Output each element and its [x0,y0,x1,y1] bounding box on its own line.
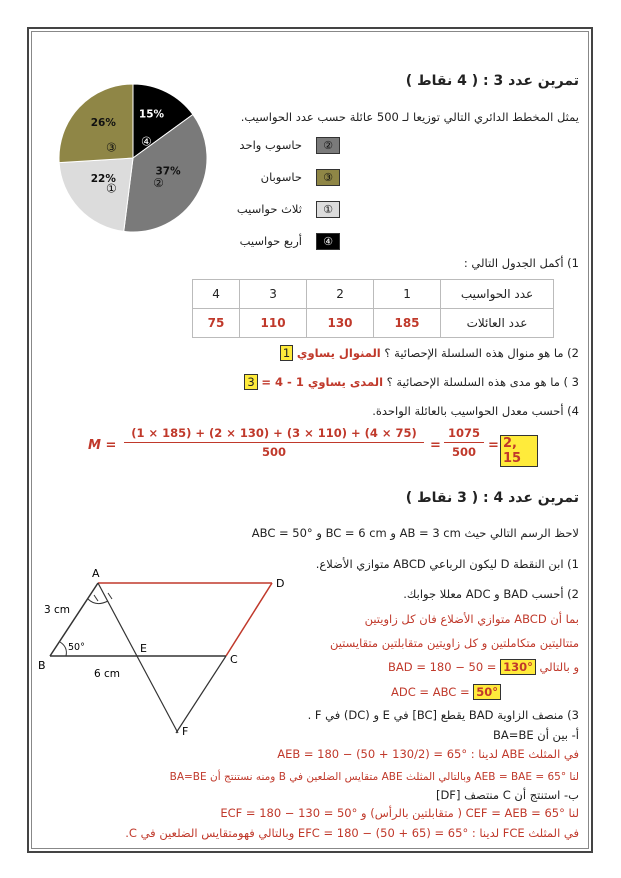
label-bc-length: 6 cm [94,668,121,680]
ex3-intro: يمثل المخطط الدائري التالي توزيعا لـ 500 عائلة حسب عدد الحواسيب. [240,110,579,124]
table-cell: 4 [193,280,240,309]
a2-line3-text: و بالتالي BAD = 180 − 50 = [388,660,579,674]
ex3-q1: 1) أكمل الجدول التالي : [463,256,579,270]
frequency-table [192,279,554,338]
mean-lhs: M = [88,438,117,453]
ex4-q1: 1) ابن النقطة D ليكون الرباعي ABCD متوازي الأضلاع. [315,557,579,571]
mean-value: 2, 15 [500,435,538,467]
bad-value: 130° [500,659,536,675]
ex4-q3: 3) منصف الزاوية BAD يقطع [BC] في E و (DC) في F . [307,708,579,722]
pie-slice-symbol: ① [106,181,117,196]
legend-swatch: ① [316,201,340,218]
ex4-a2-line1: بما أن ABCD متوازي الأضلاع فان كل زاويتين [364,612,579,626]
mean-denominator-2: 500 [451,445,476,459]
adc-value: 50° [473,684,501,700]
legend-label: حاسوبان [260,170,302,184]
label-e: E [140,642,147,655]
q3-text: 3 ) ما هو مدى هذه السلسلة الإحصائية ؟ [386,375,579,389]
q3-value: 3 [244,374,257,390]
pie-slice-symbol: ④ [141,134,152,149]
ex3-q4: 4) أحسب معدل الحواسيب بالعائلة الواحدة. [372,404,579,418]
ex4-a3b-line2: في المثلث FCE لدينا : EFC = 180 − (50 + 65) = 65° وبالتالي فهومتقايس الضلعين في C. [125,826,579,840]
mean-fraction-2 [444,426,484,459]
table-header-families: عدد العائلات [441,309,554,338]
ex4-a3a-line2: لنا AEB = BAE = 65° وبالتالي المثلث ABE متقايس الضلعين في B ومنه نستنتج أن BA=BE [169,771,579,783]
q3-answer: المدى يساوي 1 - 4 = [261,375,384,389]
pie-slice-label: 22% [90,172,116,185]
ex4-a2-line2: متتاليتين متكاملتين و كل زاويتين متقابلتين متقايستين [329,636,579,650]
ex4-q2: 2) أحسب BAD و ADC معللا جوابك. [403,587,579,601]
legend-swatch: ② [316,137,340,154]
table-cell: 75 [193,309,240,338]
q2-value: 1 [280,345,293,361]
legend-label: ثلاث حواسيب [236,202,302,216]
mean-numerator: (1 × 185) + (2 × 130) + (3 × 110) + (4 × 75) [124,426,424,443]
legend-label: حاسوب واحد [239,138,302,152]
table-cell: 3 [240,280,307,309]
a2-line4-text: ADC = ABC = [391,685,470,699]
legend-label: أربع حواسيب [239,234,302,248]
table-header-computers: عدد الحواسيب [441,280,554,309]
ex4-q3a: أ- بين أن BA=BE [493,728,579,742]
pie-slice-symbol: ② [153,176,164,191]
segment-cd [226,583,272,656]
ex3-title: تمرين عدد 3 : ( 4 نقاط ) [405,73,579,89]
ex4-given: لاحظ الرسم التالي حيث AB = 3 cm و BC = 6 cm و ABC = 50° [251,526,579,540]
ex4-q3b: ب- استنتج أن C منتصف [DF] [435,788,579,802]
label-b: B [38,659,46,672]
label-d: D [276,577,285,590]
ex4-a3a-line1: في المثلث ABE لدينا : AEB = 180 − (50 + 130/2) = 65° [277,747,579,761]
equals-sign: = [430,438,441,453]
angle-mark-b [60,642,66,656]
mean-numerator-2: 1075 [444,426,484,443]
label-angle-b: 50° [68,642,85,653]
legend-swatch: ③ [316,169,340,186]
label-c: C [230,653,238,666]
geometry-figure [36,565,296,745]
tick-mark [94,595,98,601]
label-f: F [182,725,189,738]
label-ab-length: 3 cm [44,604,71,616]
ex3-q2 [280,346,579,360]
angle-mark-a [88,599,108,604]
pie-slice [59,158,133,231]
q2-answer: المنوال يساوي [296,346,381,360]
equals-sign-2: = [488,438,499,453]
table-cell: 185 [374,309,441,338]
table-cell: 1 [374,280,441,309]
mean-fraction [124,426,424,459]
bisector-af [98,583,178,733]
tick-mark [108,593,112,599]
pie-slice-symbol: ③ [106,140,117,155]
ex4-a2-line3 [388,660,579,674]
mean-denominator: 500 [261,445,286,459]
table-cell: 110 [240,309,307,338]
ex3-q3 [244,375,579,389]
label-a: A [92,567,100,580]
pie-slice-label: 26% [90,117,116,130]
ex4-a3b-line1: لنا CEF = AEB = 65° ( متقابلتين بالرأس) و ECF = 180 − 130 = 50° [220,806,579,820]
mean-formula [88,426,538,468]
pie-chart [55,80,215,240]
ex4-title: تمرين عدد 4 : ( 3 نقاط ) [405,490,579,506]
q2-text: 2) ما هو منوال هذه السلسلة الإحصائية ؟ [384,346,579,360]
table-cell: 130 [307,309,374,338]
pie-slice-label: 37% [155,165,181,178]
pie-slice-label: 15% [138,108,165,121]
segment-cf [176,656,226,733]
legend-swatch: ④ [316,233,340,250]
table-cell: 2 [307,280,374,309]
ex4-a2-line4 [391,685,501,699]
